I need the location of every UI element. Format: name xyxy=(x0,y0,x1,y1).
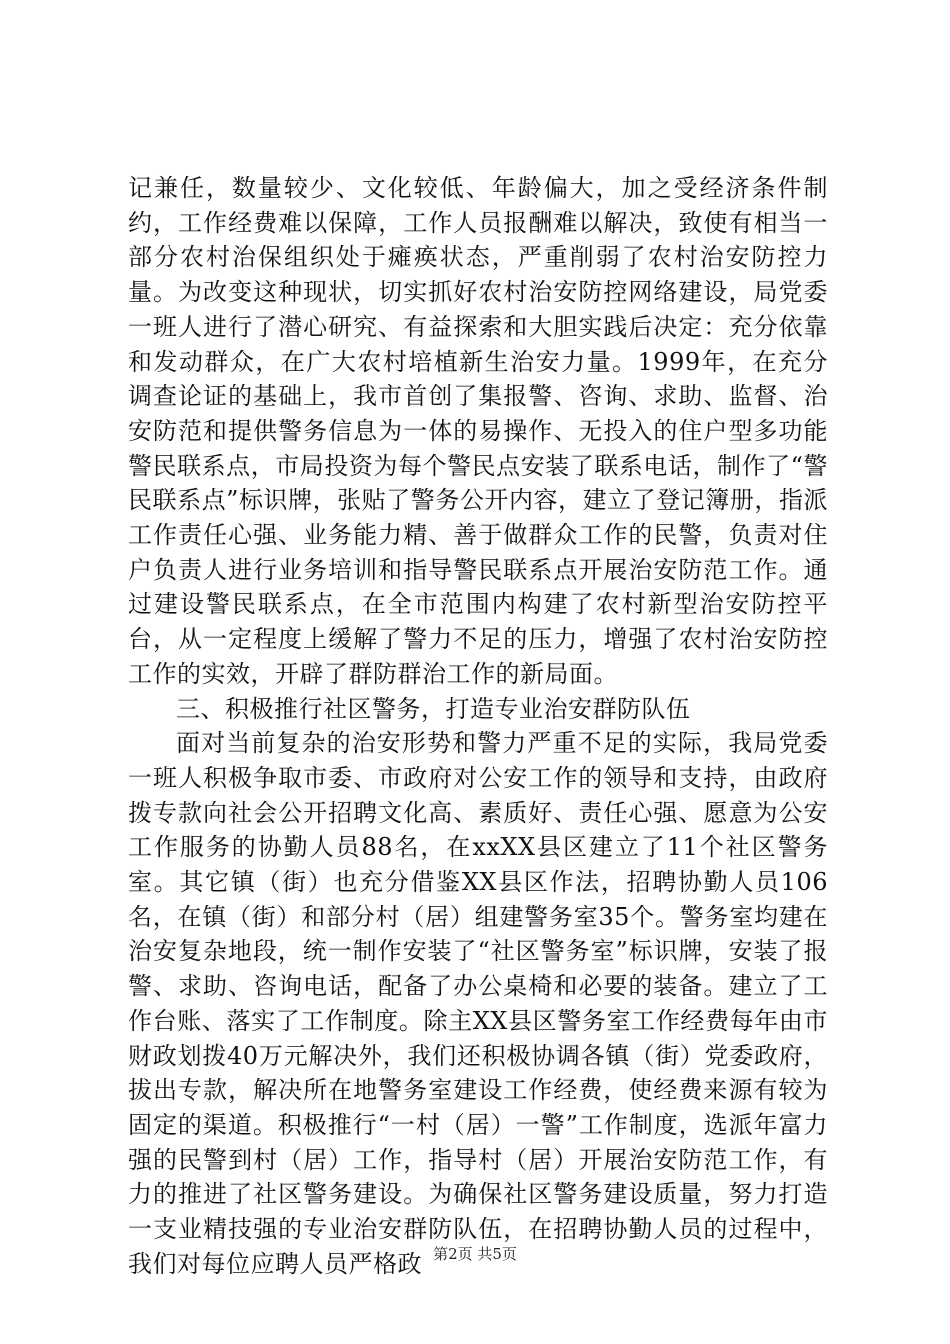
section-heading: 三、积极推行社区警务，打造专业治安群防队伍 xyxy=(176,694,691,723)
paragraph-continuation: 记兼任，数量较少、文化较低、年龄偏大，加之受经济条件制约，工作经费难以保障，工作人员报酬难以解决，致使有相当一部分农村治保组织处于瘫痪状态，严重削弱了农村治安防控力量。为改变这种现状，切实抓好农村治安防控网络建设，局党委一班人进行了潜心研究、有益探索和大胆实践后决定：充分依靠和发动群众，在广大农村培植新生治安力量。1999年，在充分调查论证的基础上，我市首创了集报警、咨询、求助、监督、治安防范和提供警务信息为一体的易操作、无投入的住户型多功能警民联系点，市局投资为每个警民点安装了联系电话，制作了“警民联系点”标识牌，张贴了警务公开内容，建立了登记簿册，指派工作责任心强、业务能力精、善于做群众工作的民警，负责对住户负责人进行业务培训和指导警民联系点开展治安防范工作。通过建设警民联系点，在全市范围内构建了农村新型治安防控平台，从一定程度上缓解了警力不足的压力，增强了农村治安防控工作的实效，开辟了群防群治工作的新局面。 xyxy=(128,174,828,688)
paragraph-community-policing: 面对当前复杂的治安形势和警力严重不足的实际，我局党委一班人积极争取市委、市政府对公安工作的领导和支持，由政府拨专款向社会公开招聘文化高、素质好、责任心强、愿意为公安工作服务的协勤人员88名，在xxXX县区建立了11个社区警务室。其它镇（街）也充分借鉴XX县区作法，招聘协勤人员106名，在镇（街）和部分村（居）组建警务室35个。警务室均建在治安复杂地段，统一制作安装了“社区警务室”标识牌，安装了报警、求助、咨询电话，配备了办公桌椅和必要的装备。建立了工作台账、落实了工作制度。除主XX县区警务室工作经费每年由市财政划拨40万元解决外，我们还积极协调各镇（街）党委政府，拔出专款，解决所在地警务室建设工作经费，使经费来源有较为固定的渠道。积极推行“一村（居）一警”工作制度，选派年富力强的民警到村（居）工作，指导村（居）开展治安防范工作，有力的推进了社区警务建设。为确保社区警务建设质量，努力打造一支业精技强的专业治安群防队伍，在招聘协勤人员的过程中，我们对每位应聘人员严格政 xyxy=(128,729,828,1278)
page-number-footer: 第2页 共5页 xyxy=(433,1245,517,1263)
document-body xyxy=(128,171,828,1282)
